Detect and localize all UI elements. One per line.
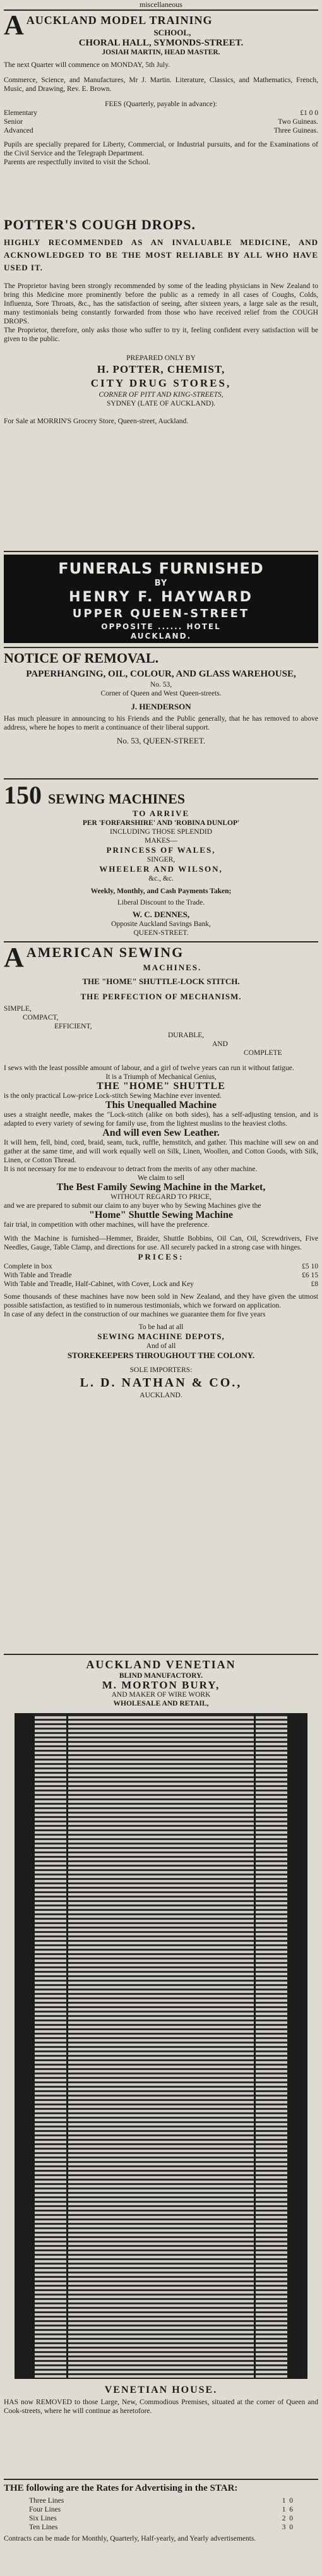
divider	[4, 1654, 318, 1655]
american-p9: With the Machine is furnished—Hemmer, Braider, Shuttle Bobbins, Oil Can, Oil, Screwdrivers, Five Needles, Gauge, Table Clamp, and directions for use. All securely packed in a strong case with hinges.	[4, 1235, 318, 1251]
removal-advertisement	[4, 651, 318, 774]
rate-shillings: 2	[282, 2515, 286, 2522]
funerals-city: AUCKLAND.	[130, 632, 192, 641]
american-p3: is the only practical Low-price Lock-stitch Sewing Machine ever invented.	[4, 1092, 222, 1100]
american-sewing-advertisement	[4, 945, 318, 1651]
rates-advertisement	[4, 2483, 318, 2575]
sewing150-street: QUEEN-STREET.	[133, 929, 189, 937]
american-prices-title: PRICES:	[138, 1252, 184, 1261]
divider	[4, 551, 318, 552]
american-p1: I sews with the least possible amount of labour, and a girl of twelve years can run it without fatigue.	[4, 1064, 294, 1072]
sewing150-title: SEWING MACHINES	[48, 791, 185, 807]
american-had: To be had at all	[138, 1323, 184, 1331]
divider	[4, 647, 318, 648]
school-pupils: Pupils are specially prepared for Liberty, Commercial, or Industrial pursuits, and for the Examinations of the Civil Service and the Telegraph Department.	[4, 141, 318, 157]
removal-title: NOTICE OF REMOVAL.	[4, 651, 159, 666]
sewing150-discount: Liberal Discount to the Trade.	[117, 899, 205, 906]
sewing150-dealer: W. C. DENNES,	[132, 910, 190, 919]
rate-label: Ten Lines	[29, 2524, 58, 2531]
fee-label: Advanced	[4, 127, 33, 135]
rate-shillings: 1	[282, 2506, 286, 2513]
american-p6: It is not necessary for me to endeavour to detract from the merits of any other machine.	[4, 1165, 258, 1173]
blind-frame-left	[16, 1714, 35, 2378]
drop-cap: A	[4, 945, 24, 973]
american-perfection: THE PERFECTION OF MECHANISM.	[80, 992, 242, 1001]
potter-body: The Proprietor having been strongly recommended by some of the leading physicians in New Zealand to bring this Medicine more prominently before the public as a remedy in all cases of Coughs, Colds, Influenza, Sore Throats, &c., has the satisfaction of seeing, after sixteen years, a large sale as the result, many testimonials being constantly forwarded from those who have received relief from the COUGH DROPS.	[4, 282, 318, 325]
potter-corner: CORNER OF PITT AND KING-STREETS,	[98, 391, 224, 399]
american-home2: "Home" Shuttle Sewing Machine	[89, 1210, 233, 1220]
potter-intro: HIGHLY RECOMMENDED AS AN INVALUABLE MEDICINE, AND ACKNOWLEDGED TO BE THE MOST RELIABLE BY ALL WHO HAVE USED IT.	[4, 238, 318, 272]
american-firm: L. D. NATHAN & CO.,	[80, 1376, 242, 1390]
drop-cap: A	[4, 13, 24, 40]
venetian-name: M. MORTON BURY,	[102, 1679, 220, 1691]
rate-shillings: 1	[282, 2497, 286, 2505]
american-machines: MACHINES.	[143, 963, 202, 972]
american-leather: And will even Sew Leather.	[102, 1128, 220, 1138]
price-value: £6 15	[302, 1272, 318, 1279]
venetian-wholesale: WHOLESALE AND RETAIL,	[113, 1700, 209, 1707]
removal-name: J. HENDERSON	[131, 702, 191, 711]
column-masthead: miscellaneous	[140, 0, 182, 9]
american-storekeepers: STOREKEEPERS THROUGHOUT THE COLONY.	[67, 1351, 255, 1360]
american-best: The Best Family Sewing Machine in the Market,	[56, 1182, 266, 1193]
rate-row	[29, 2505, 293, 2514]
venetian-sub: BLIND MANUFACTORY.	[119, 1672, 203, 1680]
american-claim: We claim to sell	[137, 1174, 185, 1182]
fee-row	[4, 109, 318, 117]
sewing150-ships: PER 'FORFARSHIRE' AND 'ROBINA DUNLOP'	[82, 819, 240, 827]
sewing150-make: WHEELER AND WILSON,	[99, 864, 223, 874]
rates-contracts: Contracts can be made for Monthly, Quarterly, Half-yearly, and Yearly advertisements.	[4, 2535, 256, 2543]
sewing150-makes: MAKES—	[145, 837, 177, 845]
sewing150-number: 150	[4, 782, 42, 809]
divider	[4, 9, 318, 11]
funerals-opposite: OPPOSITE ...... HOTEL	[101, 622, 221, 631]
price-label: With Table and Treadle	[4, 1272, 72, 1279]
american-importers: SOLE IMPORTERS:	[129, 1366, 193, 1374]
american-p2: It is a Triumph of Mechanical Genius,	[105, 1073, 217, 1081]
venetian-advertisement	[4, 1658, 318, 2476]
rate-shillings: 3	[282, 2524, 286, 2531]
venetian-body: HAS now REMOVED to those Large, New, Commodious Premises, situated at the corner of Queen and Cook-streets, where he will continue as heretofore.	[4, 2398, 318, 2415]
funerals-name: HENRY F. HAYWARD	[69, 589, 253, 605]
american-depots: SEWING MACHINE DEPOTS,	[97, 1332, 225, 1341]
american-without: WITHOUT REGARD TO PRICE,	[110, 1193, 212, 1201]
fee-value: Two Guineas.	[278, 118, 318, 126]
sewing150-including: INCLUDING THOSE SPLENDID	[109, 828, 213, 836]
sewing150-arrive: TO ARRIVE	[132, 809, 190, 818]
removal-number: No. 53,	[150, 681, 172, 689]
school-subtitle: SCHOOL,	[153, 28, 191, 37]
school-title: AUCKLAND MODEL TRAINING	[26, 14, 213, 27]
potter-prepared: PREPARED ONLY BY	[126, 354, 196, 362]
rate-pence: 6	[289, 2506, 293, 2513]
funerals-title: FUNERALS FURNISHED	[58, 560, 264, 577]
blind-cord	[66, 1714, 68, 2378]
blind-frame-right	[287, 1714, 306, 2378]
price-label: Complete in box	[4, 1263, 52, 1270]
potter-title: POTTER'S COUGH DROPS.	[4, 217, 196, 232]
potter-body-2: The Proprietor, therefore, only asks those who suffer to try it, feeling confident every satisfaction will be given to the public.	[4, 327, 318, 343]
funerals-by: BY	[154, 579, 168, 588]
divider	[4, 778, 318, 779]
sewing150-make: PRINCESS OF WALES,	[106, 845, 216, 855]
funerals-advertisement	[4, 555, 318, 643]
fee-label: Elementary	[4, 109, 38, 117]
rate-row	[29, 2496, 293, 2505]
removal-sub: PAPERHANGING, OIL, COLOUR, AND GLASS WAREHOUSE,	[26, 669, 296, 679]
american-qualities	[4, 1004, 318, 1057]
american-title: AMERICAN SEWING	[26, 945, 184, 960]
rate-row	[29, 2523, 293, 2532]
divider	[4, 941, 318, 942]
fee-value: £1 0 0	[300, 109, 318, 117]
school-subjects: Commerce, Science, and Manufactures, Mr J. Martin. Literature, Classics, and Mathematics, French, Music, and Drawing, Rev. E. Brown.	[4, 76, 318, 93]
american-home: THE "HOME" SHUTTLE-LOCK STITCH.	[82, 977, 240, 986]
sewing150-make: &c., &c.	[148, 875, 174, 882]
removal-corner: Corner of Queen and West Queen-streets.	[100, 690, 222, 697]
potter-stores: CITY DRUG STORES,	[90, 377, 232, 389]
rates-title: THE following are the Rates for Advertising in the STAR:	[4, 2483, 238, 2493]
rate-row	[29, 2514, 293, 2523]
american-shuttle: THE "HOME" SHUTTLE	[97, 1081, 225, 1092]
price-row	[4, 1271, 318, 1280]
price-value: £8	[311, 1280, 318, 1288]
removal-body: Has much pleasure in announcing to his Friends and the Public generally, that he has removed to above address, where he hopes to merit a continuance of their liberal support.	[4, 715, 318, 731]
rates-table	[4, 2496, 318, 2532]
divider	[4, 2479, 318, 2480]
fee-label: Senior	[4, 118, 23, 126]
potter-chemist: H. POTTER, CHEMIST,	[97, 363, 225, 375]
school-next-quarter: The next Quarter will commence on MONDAY, 5th July.	[4, 61, 170, 69]
rate-label: Six Lines	[29, 2515, 57, 2522]
sewing150-make: SINGER,	[146, 856, 176, 864]
potter-sale: For Sale at MORRIN'S Grocery Store, Queen-street, Auckland.	[4, 418, 189, 425]
american-p10: Some thousands of these machines have now been sold in New Zealand, and they have given the utmost possible satisfaction, as testified to in numerous testimonials, which we forward on application.	[4, 1293, 318, 1309]
american-p4: uses a straight needle, makes the "Lock-stitch (alike on both sides), has a self-adjusting tension, and is adapted to every variety of sewing for family use, from the lightest muslins to the heaviest cloths.	[4, 1111, 318, 1128]
rate-pence: 0	[289, 2515, 293, 2522]
american-city: AUCKLAND.	[140, 1392, 182, 1399]
quality-word: COMPLETE	[244, 1049, 282, 1057]
rate-pence: 0	[289, 2497, 293, 2505]
removal-address: No. 53, QUEEN-STREET.	[116, 736, 206, 745]
quality-word: EFFICIENT,	[54, 1023, 92, 1030]
american-p7: and we are prepared to submit our claim to any buyer who by Sewing Machines give the	[4, 1202, 261, 1210]
rate-pence: 0	[289, 2524, 293, 2531]
school-principal: JOSIAH MARTIN, HEAD MASTER.	[102, 49, 220, 56]
potter-advertisement	[4, 217, 318, 551]
sewing150-opposite: Opposite Auckland Savings Bank,	[111, 920, 211, 928]
rate-label: Three Lines	[29, 2497, 64, 2505]
funerals-street: UPPER QUEEN-STREET	[72, 607, 250, 620]
quality-word: COMPACT,	[23, 1014, 59, 1021]
sewing150-terms: Weekly, Monthly, and Cash Payments Taken;	[90, 888, 232, 895]
american-and: And of all	[146, 1342, 176, 1350]
american-unequalled: This Unequalled Machine	[105, 1100, 217, 1110]
american-p11: In case of any defect in the construction of our machines we guarantee them for five years	[4, 1311, 266, 1318]
blind-cord	[254, 1714, 256, 2378]
american-p8: fair trial, in competition with other machines, will have the preference.	[4, 1221, 210, 1229]
school-address: CHORAL HALL, SYMONDS-STREET.	[78, 38, 244, 48]
quality-word: DURABLE,	[168, 1032, 205, 1039]
venetian-house: VENETIAN HOUSE.	[104, 2385, 218, 2395]
quality-word: SIMPLE,	[4, 1005, 32, 1013]
fee-value: Three Guineas.	[273, 127, 318, 135]
fee-row	[4, 117, 318, 126]
school-parents: Parents are respectfully invited to visit the School.	[4, 159, 150, 166]
fee-row	[4, 126, 318, 135]
rate-label: Four Lines	[29, 2506, 61, 2513]
venetian-header: AUCKLAND VENETIAN	[86, 1658, 236, 1671]
venetian-engraving	[15, 1713, 307, 2379]
potter-city: SYDNEY (LATE OF AUCKLAND).	[106, 400, 216, 407]
american-p5: It will hem, fell, bind, cord, braid, seam, tuck, ruffle, hemstitch, and gather. This machine will sew on and gather at the same time, and will work equally well on Silk, Linen, Woollen, and Cotton Goods, with Silk, Linen, or Cotton Thread.	[4, 1139, 318, 1164]
price-row	[4, 1262, 318, 1271]
price-row	[4, 1280, 318, 1289]
venetian-trade: AND MAKER OF WIRE WORK	[111, 1691, 211, 1699]
sewing150-advertisement	[4, 782, 318, 939]
price-value: £5 10	[302, 1263, 318, 1270]
price-label: With Table and Treadle, Half-Cabinet, with Cover, Lock and Key	[4, 1280, 194, 1288]
school-fees-title: FEES (Quarterly, payable in advance):	[105, 100, 217, 108]
quality-word: AND	[212, 1040, 228, 1048]
